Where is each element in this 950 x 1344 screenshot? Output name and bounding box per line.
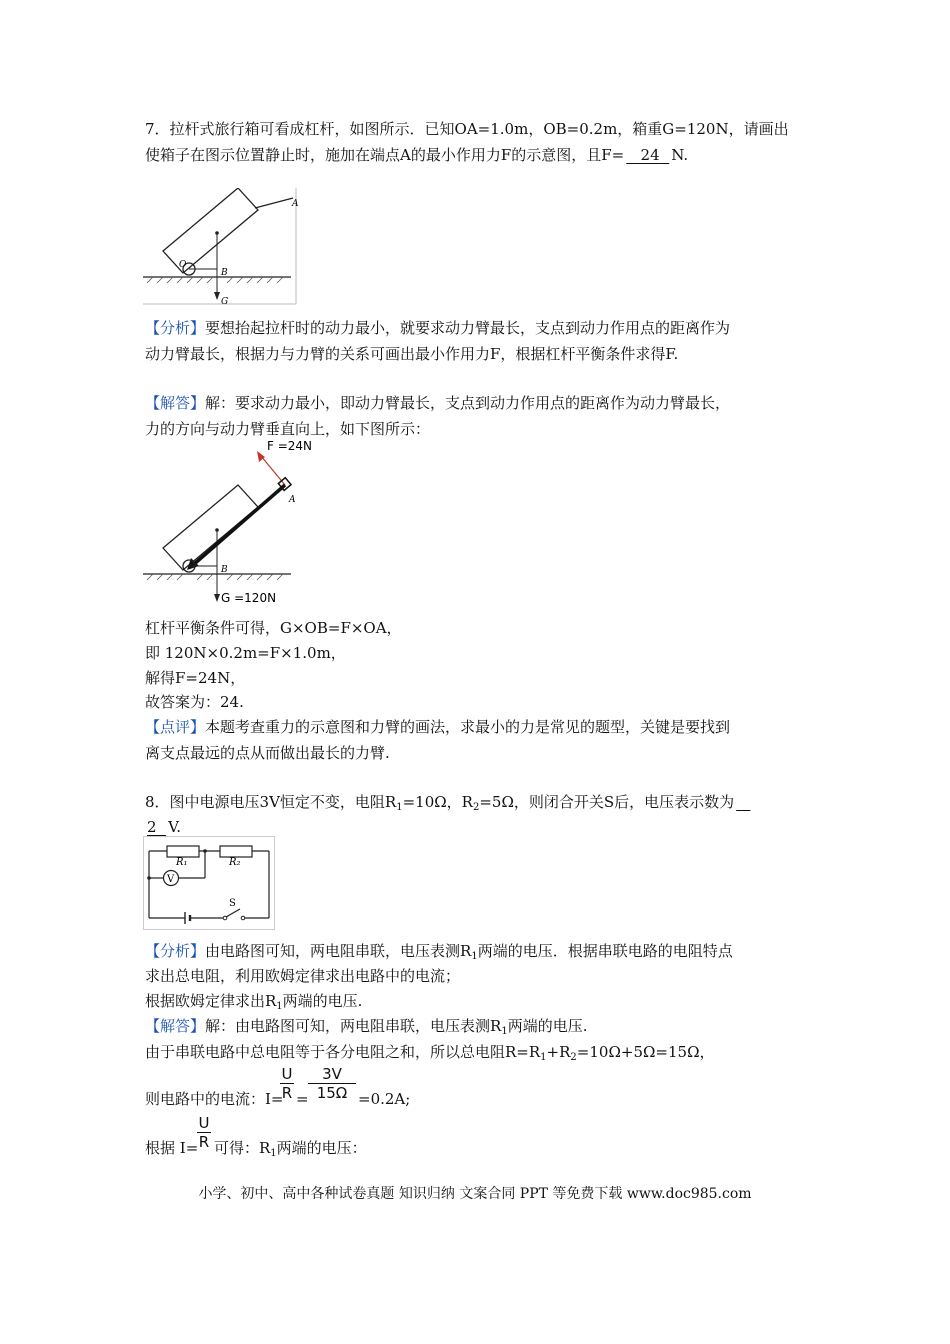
q8-solution1-sub: 1 <box>501 1026 508 1037</box>
fraction-3v-over-15ohm <box>308 1065 356 1102</box>
frac1-den: R <box>281 1084 293 1102</box>
solution-tag-q8: 【解答】 <box>145 1017 206 1035</box>
q7-comment-line1 <box>145 717 730 737</box>
q7-answer-blank <box>624 145 671 165</box>
frac2-den: 15Ω <box>316 1084 348 1102</box>
q8-last-post-a: 可得：R <box>214 1139 271 1157</box>
q7-calc-line4: 故答案为：24. <box>145 693 244 711</box>
q8-last-post-b: 两端的电压： <box>276 1139 367 1157</box>
q8-line2-post: V. <box>168 818 182 836</box>
q8-solution2-b: +R <box>546 1043 571 1061</box>
q8-answer: 2 <box>147 818 157 836</box>
q8-analysis3-b: 两端的电压. <box>282 992 363 1010</box>
fig2-label-g: G =120N <box>221 591 277 605</box>
frac2-num: 3V <box>308 1065 356 1084</box>
q7-solution-text1: 解：要求动力最小，即动力臂最长，支点到动力作用点的距离作为动力臂最长， <box>205 394 731 412</box>
fig1-label-b: B <box>221 268 228 278</box>
fig1-label-o: O <box>179 260 187 270</box>
q8-solution-line1 <box>145 1016 587 1042</box>
q8-answer-blank <box>145 817 168 837</box>
circuit-label-v: V <box>167 874 175 885</box>
circuit-label-r1: R₁ <box>176 857 188 868</box>
frac3-num: U <box>198 1114 210 1132</box>
q8-line1-b: =10Ω，R <box>402 793 473 811</box>
fraction-u-over-r <box>280 1065 294 1102</box>
q7-analysis-text1: 要想抬起拉杆时的动力最小，就要求动力臂最长，支点到动力作用点的距离作为 <box>205 319 731 337</box>
q8-last-pre: 根据 I= <box>145 1139 199 1157</box>
circuit-label-s: S <box>229 898 236 909</box>
fig1-label-g: G <box>221 297 229 306</box>
q8-last-line-post <box>214 1138 367 1164</box>
q7-line1: 7．拉杆式旅行箱可看成杠杆，如图所示．已知OA=1.0m，OB=0.2m，箱重G=120N，请画出 <box>145 120 789 138</box>
fig2-label-b: B <box>221 565 228 575</box>
fraction-u-over-r-2 <box>197 1114 211 1151</box>
q8-analysis3-sub: 1 <box>276 1001 283 1012</box>
q8-current-post: =0.2A; <box>358 1090 411 1108</box>
q7-line2-pre: 使箱子在图示位置静止时，施加在端点A的最小作用力F的示意图，且F= <box>145 146 625 164</box>
q7-comment-text1: 本题考查重力的示意图和力臂的画法，求最小的力是常见的题型，关键是要找到 <box>205 718 731 736</box>
q7-line2-post: N. <box>671 146 689 164</box>
q8-analysis1-sub: 1 <box>471 951 478 962</box>
solution-tag: 【解答】 <box>145 394 206 412</box>
frac1-num: U <box>281 1065 293 1083</box>
circuit-label-r2: R₂ <box>229 857 241 868</box>
q8-line1-c: =5Ω，则闭合开关S后，电压表示数为 <box>479 793 735 811</box>
q8-solution1-a: 解：由电路图可知，两电阻串联，电压表测R <box>205 1017 502 1035</box>
q8-analysis1-a: 由电路图可知，两电阻串联，电压表测R <box>205 942 472 960</box>
q8-last-sub: 1 <box>270 1148 277 1159</box>
q7-calc-line2: 即 120N×0.2m=F×1.0m， <box>145 644 346 662</box>
q7-calc-line3: 解得F=24N， <box>145 669 246 687</box>
fig2-label-a: A <box>289 495 296 505</box>
analysis-tag-q8: 【分析】 <box>145 942 206 960</box>
suitcase-figure-1 <box>143 188 299 306</box>
q8-analysis-line2: 求出总电阻，利用欧姆定律求出电路中的电流； <box>145 967 461 985</box>
suitcase-figure-2 <box>143 438 323 606</box>
q8-analysis-line1 <box>145 941 733 967</box>
q8-last-line-pre <box>145 1138 198 1158</box>
q8-blank-start <box>734 792 752 812</box>
q7-analysis-line1 <box>145 318 730 338</box>
fig2-label-f: F =24N <box>267 439 313 453</box>
analysis-tag: 【分析】 <box>145 319 206 337</box>
q8-analysis3-a: 根据欧姆定律求出R <box>145 992 277 1010</box>
q8-line1 <box>145 792 753 818</box>
q8-eq: = <box>296 1090 309 1108</box>
q8-solution2-c: =10Ω+5Ω=15Ω， <box>576 1043 715 1061</box>
page-footer: 小学、初中、高中各种试卷真题 知识归纳 文案合同 PPT 等免费下载 www.doc985.com <box>198 1186 752 1202</box>
q8-line2 <box>145 817 181 837</box>
fig1-label-a: A <box>292 199 299 209</box>
circuit-figure <box>143 836 275 930</box>
q7-comment-line2: 离支点最远的点从而做出最长的力臂. <box>145 744 390 762</box>
q7-solution-line2: 力的方向与动力臂垂直向上，如下图所示： <box>145 420 431 438</box>
q8-solution1-b: 两端的电压. <box>507 1017 588 1035</box>
q7-line2 <box>145 145 688 165</box>
q8-current-pre: 则电路中的电流：I= <box>145 1090 284 1108</box>
q7-analysis-line2: 动力臂最长，根据力与力臂的关系可画出最小作用力F，根据杠杆平衡条件求得F. <box>145 345 679 363</box>
q8-analysis1-b: 两端的电压．根据串联电路的电阻特点 <box>477 942 733 960</box>
q7-solution-line1 <box>145 393 730 413</box>
q8-line1-a: 8．图中电源电压3V恒定不变，电阻R <box>145 793 397 811</box>
q8-solution-line2 <box>145 1042 715 1068</box>
q8-analysis-line3 <box>145 991 362 1017</box>
q8-solution2-sub1: 1 <box>540 1052 547 1063</box>
q7-answer: 24 <box>640 146 660 164</box>
comment-tag: 【点评】 <box>145 718 206 736</box>
q8-solution2-sub2: 2 <box>570 1052 577 1063</box>
q8-sub-r2: 2 <box>472 802 480 813</box>
q8-sub-r1: 1 <box>396 802 403 813</box>
q7-calc-line1: 杠杆平衡条件可得，G×OB=F×OA， <box>145 619 402 637</box>
q8-current-line <box>145 1089 284 1109</box>
frac3-den: R <box>198 1133 210 1151</box>
q8-solution2-a: 由于串联电路中总电阻等于各分电阻之和，所以总电阻R=R <box>145 1043 541 1061</box>
